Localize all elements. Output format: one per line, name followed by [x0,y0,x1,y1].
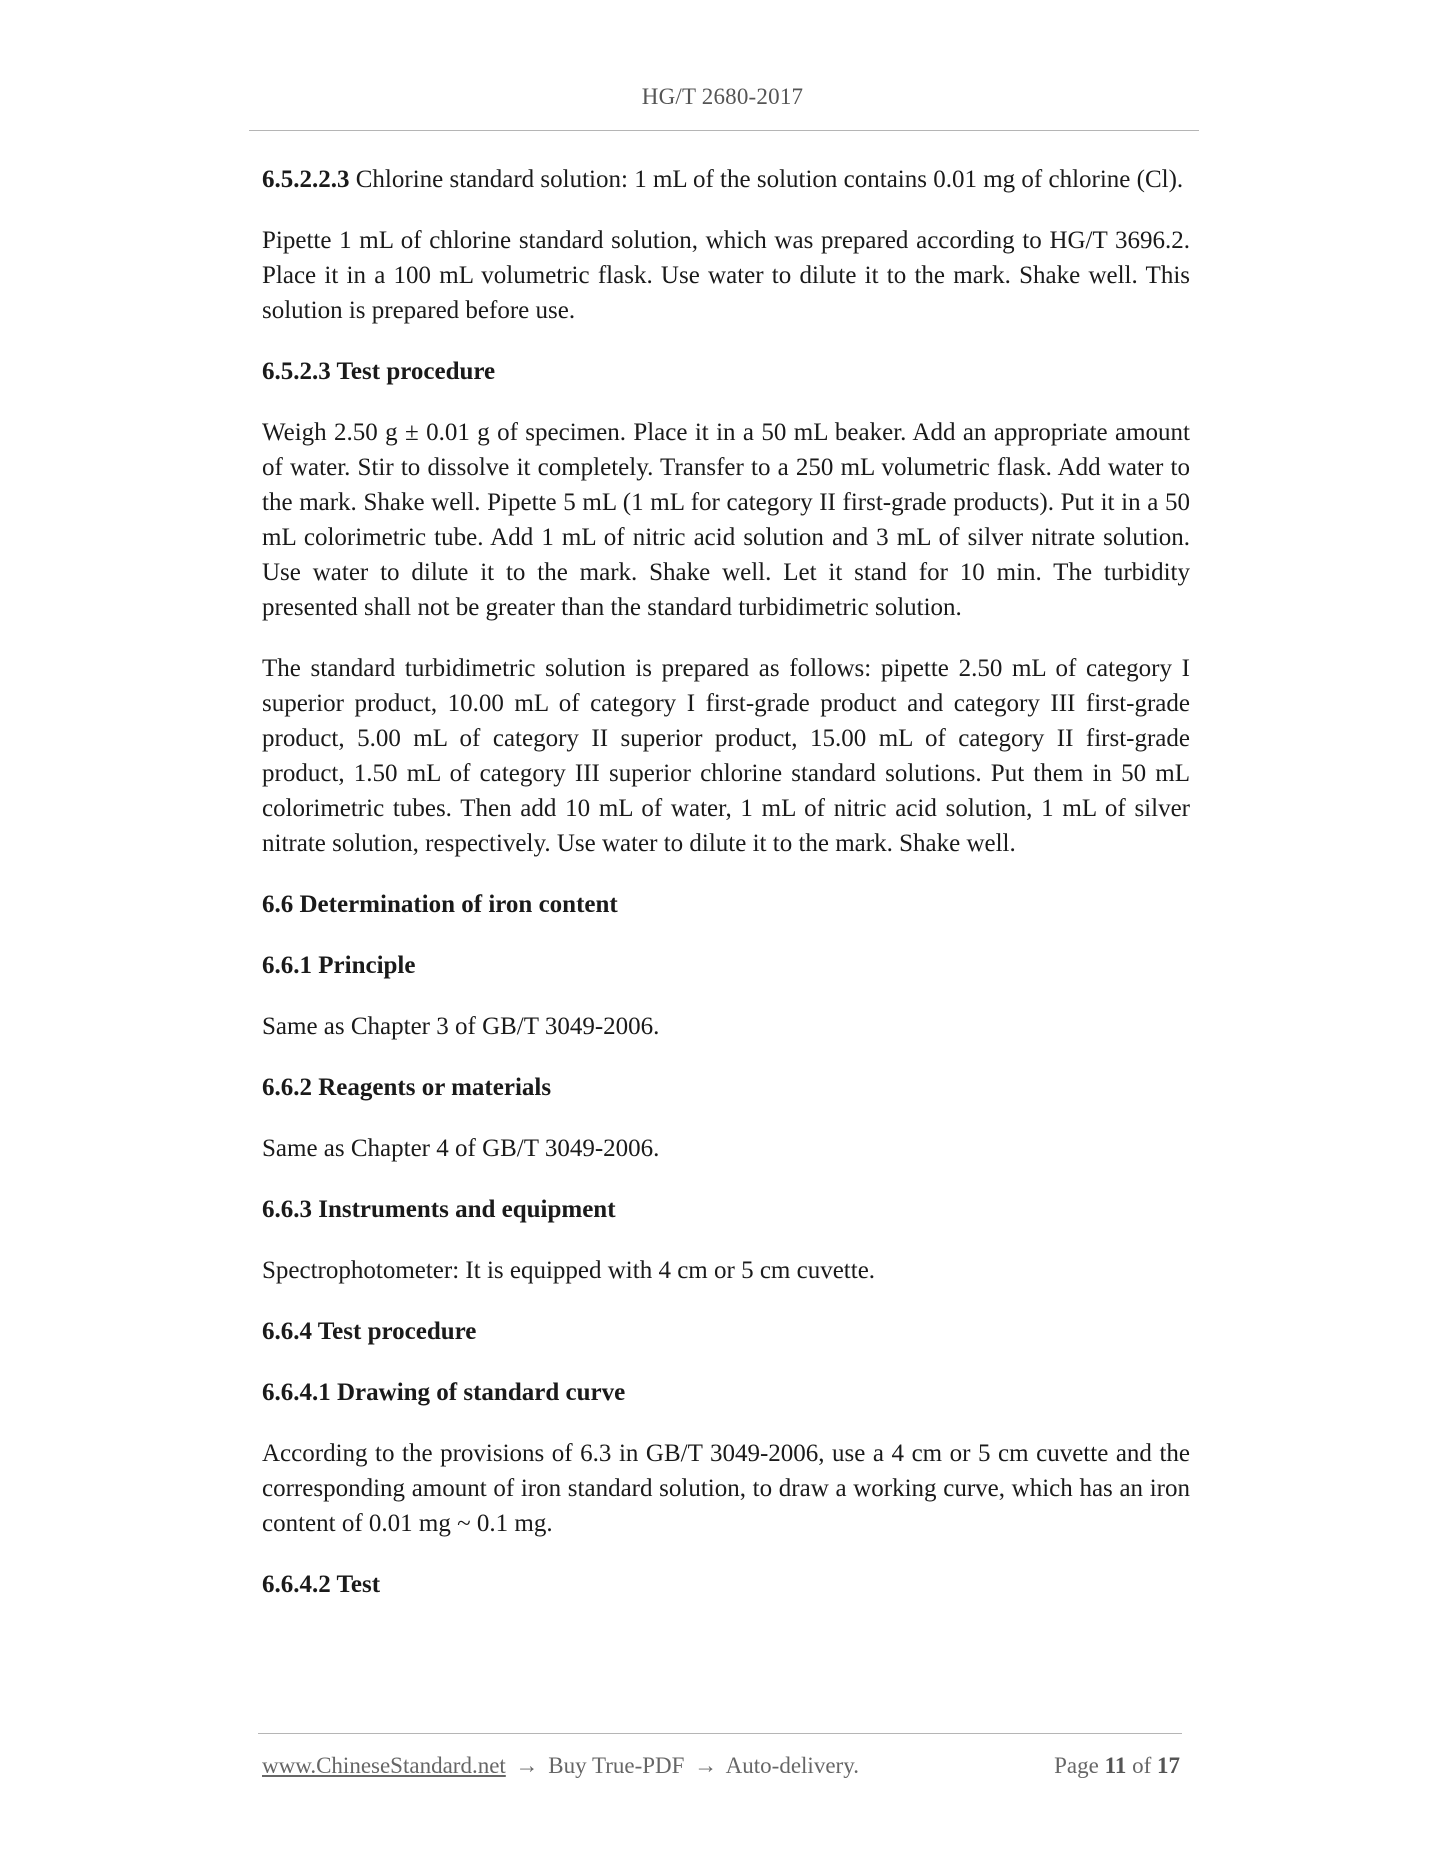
paragraph-standard-curve: According to the provisions of 6.3 in GB/T 3049-2006, use a 4 cm or 5 cm cuvette and the corresponding amount of iron standard solution, to draw a working curve, which has an iron content of 0.01 mg ~ 0.1 mg. [262,1440,1190,1537]
of-label: of [1132,1753,1152,1778]
document-body [262,162,1190,1628]
heading-6-6-4-2: 6.6.4.2 Test [262,1571,381,1598]
paragraph-pipette-chlorine: Pipette 1 mL of chlorine standard solution, which was prepared according to HG/T 3696.2. Place it in a 100 mL volumetric flask. Use water to dilute it to the mark. Shake well. This solution is prepared before use. [262,227,1190,324]
current-page-number: 11 [1104,1753,1127,1778]
paragraph-6-5-2-2-3 [262,162,1190,197]
clause-text: Chlorine standard solution: 1 mL of the solution contains 0.01 mg of chlorine (Cl). [349,166,1184,193]
heading-6-6-4-1: 6.6.4.1 Drawing of standard curve [262,1379,626,1406]
heading-6-5-2-3: 6.5.2.3 Test procedure [262,358,496,385]
page-label: Page [1054,1753,1099,1778]
arrow-right-icon: → [515,1753,539,1778]
heading-6-6-3: 6.6.3 Instruments and equipment [262,1196,616,1223]
auto-delivery-text: Auto-delivery. [725,1753,859,1778]
document-id-header: HG/T 2680-2017 [641,84,804,109]
heading-6-6-4: 6.6.4 Test procedure [262,1318,477,1345]
paragraph-instruments: Spectrophotometer: It is equipped with 4 cm or 5 cm cuvette. [262,1257,876,1284]
header-divider [249,130,1199,131]
footer-divider [258,1733,1182,1734]
paragraph-reagents: Same as Chapter 4 of GB/T 3049-2006. [262,1135,660,1162]
page-indicator [1054,1753,1180,1779]
heading-6-6-1: 6.6.1 Principle [262,952,416,979]
clause-number: 6.5.2.2.3 [262,166,350,193]
paragraph-turbidimetric-solution: The standard turbidimetric solution is prepared as follows: pipette 2.50 mL of category I superior product, 10.00 mL of category I first-grade product and category III first-grade product, 5.00 mL of category II superior product, 15.00 mL of category II first-grade product, 1.50 mL of category III superior chlorine standard solutions. Put them in 50 mL colorimetric tubes. Then add 10 mL of water, 1 mL of nitric acid solution, 1 mL of silver nitrate solution, respectively. Use water to dilute it to the mark. Shake well. [262,655,1190,857]
footer-links [262,1753,859,1779]
total-page-number: 17 [1157,1753,1180,1778]
heading-6-6: 6.6 Determination of iron content [262,891,618,918]
heading-6-6-2: 6.6.2 Reagents or materials [262,1074,552,1101]
buy-pdf-text: Buy True-PDF [548,1753,685,1778]
site-link[interactable]: www.ChineseStandard.net [262,1753,506,1778]
arrow-right-icon: → [694,1753,718,1778]
paragraph-weigh-specimen: Weigh 2.50 g ± 0.01 g of specimen. Place it in a 50 mL beaker. Add an appropriate amount of water. Stir to dissolve it completely. Transfer to a 250 mL volumetric flask. Add water to the mark. Shake well. Pipette 5 mL (1 mL for category II first-grade products). Put it in a 50 mL colorimetric tube. Add 1 mL of nitric acid solution and 3 mL of silver nitrate solution. Use water to dilute it to the mark. Shake well. Let it stand for 10 min. The turbidity presented shall not be greater than the standard turbidimetric solution. [262,419,1190,621]
paragraph-principle: Same as Chapter 3 of GB/T 3049-2006. [262,1013,660,1040]
